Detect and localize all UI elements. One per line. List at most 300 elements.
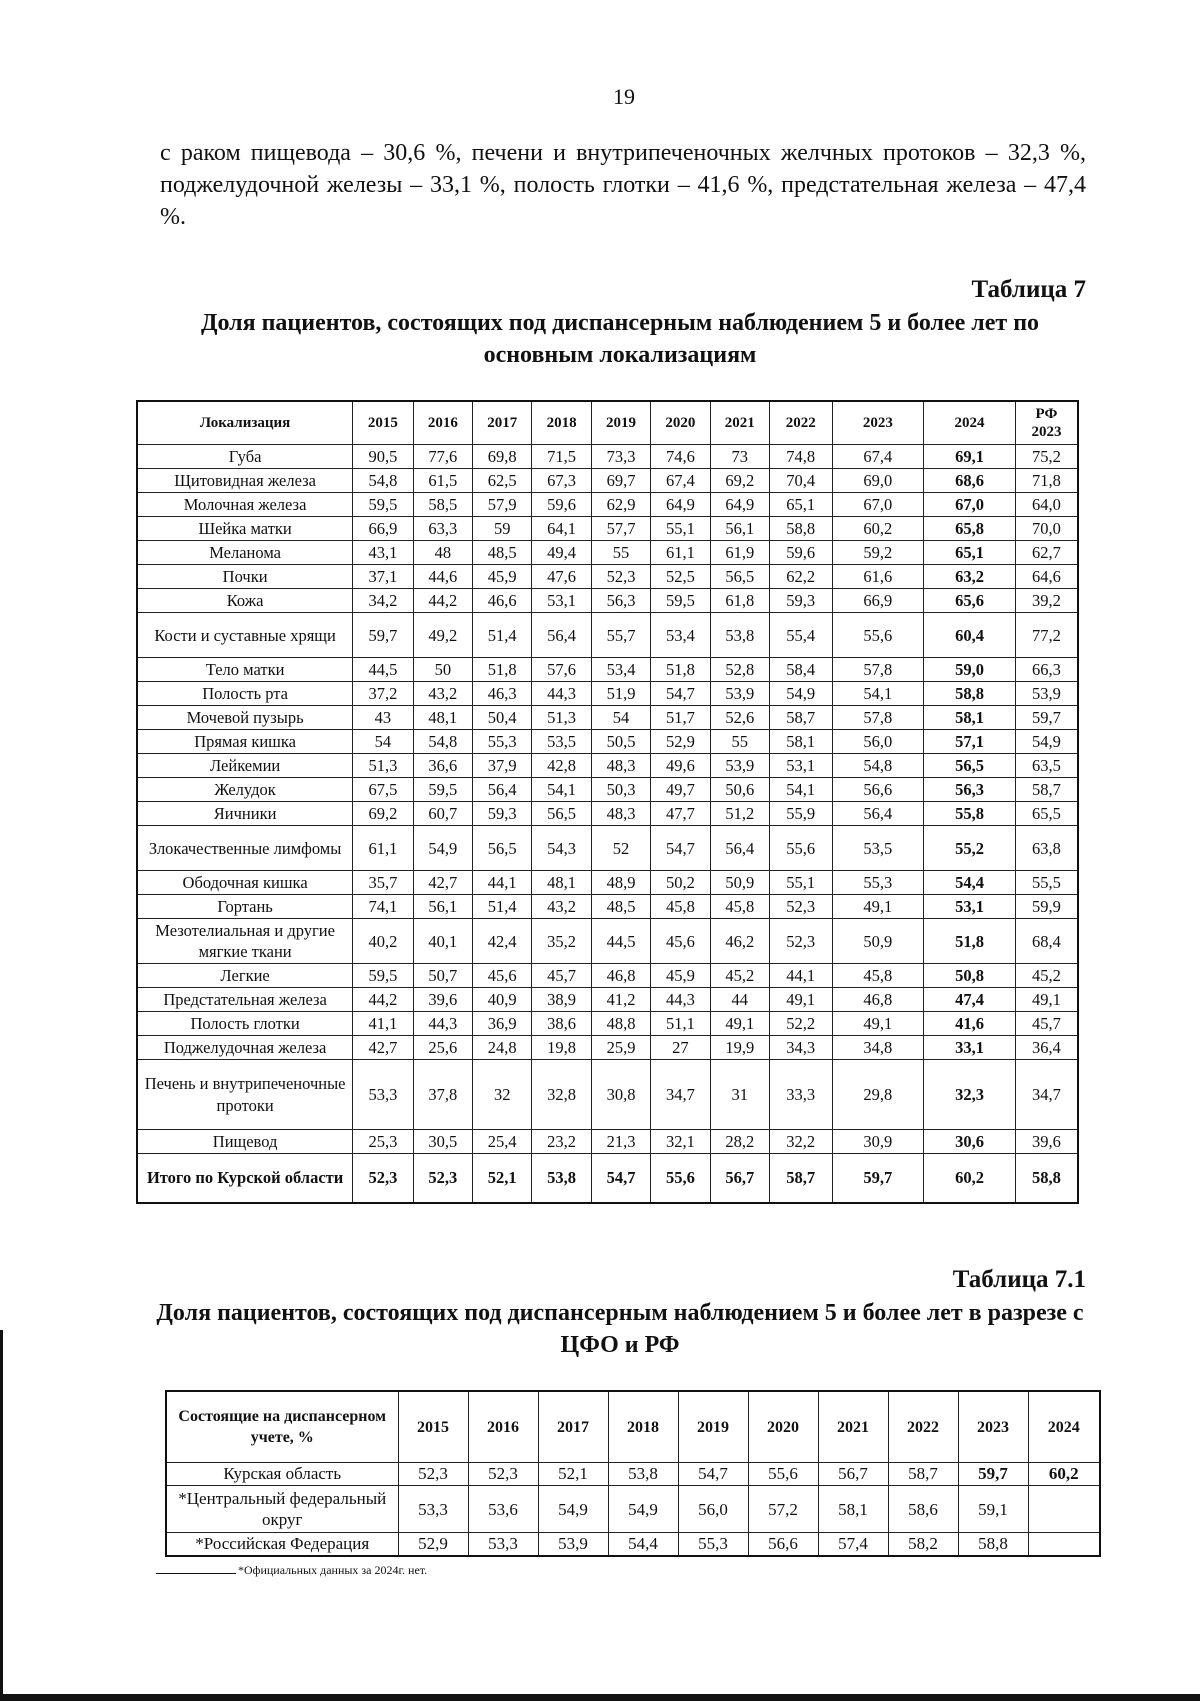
footnote-rule	[156, 1573, 236, 1574]
table7-value-cell: 74,1	[353, 895, 413, 919]
table7-localization-cell: Тело матки	[137, 658, 353, 682]
table7-value-cell: 44,1	[473, 871, 532, 895]
table7-value-cell: 42,7	[413, 871, 472, 895]
table7-localization-cell: Полость рта	[137, 682, 353, 706]
table7-value-cell: 56,4	[832, 802, 924, 826]
table7-value-cell: 54,8	[832, 754, 924, 778]
table7-value-cell: 49,1	[832, 1012, 924, 1036]
table7-row	[137, 445, 1078, 469]
table7-row	[137, 754, 1078, 778]
table7-localization-cell: Шейка матки	[137, 517, 353, 541]
table7-header-year: 2017	[473, 401, 532, 445]
table7-value-cell: 49,6	[651, 754, 710, 778]
table7-total-value: 52,3	[353, 1154, 413, 1204]
table7-header-year: 2022	[769, 401, 832, 445]
table7-row	[137, 469, 1078, 493]
table7-localization-cell: Щитовидная железа	[137, 469, 353, 493]
table7-value-cell: 51,2	[710, 802, 769, 826]
table7-value-cell: 59,3	[473, 802, 532, 826]
table7-value-cell: 44,2	[353, 988, 413, 1012]
table71-value-cell: 52,1	[538, 1463, 608, 1486]
table7-header-year: 2015	[353, 401, 413, 445]
table7-value-cell: 52,5	[651, 565, 710, 589]
table71-title: Доля пациентов, состоящих под диспансерным наблюдением 5 и более лет в разрезе с ЦФО и РФ	[156, 1300, 1084, 1358]
table7-value-cell: 56,4	[473, 778, 532, 802]
table71-value-cell: 53,8	[608, 1463, 678, 1486]
table7-value-cell: 60,7	[413, 802, 472, 826]
table7-value-cell: 51,8	[651, 658, 710, 682]
table7-value-cell: 25,6	[413, 1036, 472, 1060]
table7-value-cell: 70,0	[1015, 517, 1078, 541]
table71-header-row	[166, 1391, 1100, 1463]
table7-value-cell: 55,1	[769, 871, 832, 895]
table7-value-cell: 44,2	[413, 589, 472, 613]
table7-value-cell: 41,6	[924, 1012, 1016, 1036]
table7-value-cell: 64,9	[651, 493, 710, 517]
table7-value-cell: 19,9	[710, 1036, 769, 1060]
table7-header-year: 2016	[413, 401, 472, 445]
table7-value-cell: 51,4	[473, 895, 532, 919]
table7-value-cell: 59,6	[532, 493, 591, 517]
table7-value-cell: 57,1	[924, 730, 1016, 754]
table7-body	[137, 445, 1078, 1204]
table7-value-cell: 38,9	[532, 988, 591, 1012]
table7-value-cell: 28,2	[710, 1130, 769, 1154]
table7-value-cell: 51,8	[924, 919, 1016, 964]
table71-value-cell: 53,3	[398, 1486, 468, 1533]
table7-value-cell: 69,8	[473, 445, 532, 469]
table7-value-cell: 43,2	[413, 682, 472, 706]
table71-value-cell: 56,0	[678, 1486, 748, 1533]
table7-value-cell: 41,2	[591, 988, 650, 1012]
table7-value-cell: 59,6	[769, 541, 832, 565]
table7-value-cell: 65,1	[924, 541, 1016, 565]
table71-header-year: 2021	[818, 1391, 888, 1463]
table7-localization-cell: Ободочная кишка	[137, 871, 353, 895]
table71-value-cell: 54,9	[608, 1486, 678, 1533]
table7-value-cell: 53,4	[651, 613, 710, 658]
table7-value-cell: 71,5	[532, 445, 591, 469]
table7-value-cell: 54,1	[769, 778, 832, 802]
table71-value-cell: 56,7	[818, 1463, 888, 1486]
table71-value-cell: 58,8	[958, 1533, 1028, 1557]
table7-value-cell: 47,4	[924, 988, 1016, 1012]
table7-header-year: 2020	[651, 401, 710, 445]
table7-value-cell: 56,5	[532, 802, 591, 826]
table7-value-cell: 42,4	[473, 919, 532, 964]
table7-value-cell: 27	[651, 1036, 710, 1060]
table7-value-cell: 63,5	[1015, 754, 1078, 778]
scan-edge-bottom	[0, 1694, 1200, 1701]
table7-value-cell: 70,4	[769, 469, 832, 493]
table7-value-cell: 54,1	[832, 682, 924, 706]
table7-value-cell: 66,9	[832, 589, 924, 613]
table7-localization-cell: Гортань	[137, 895, 353, 919]
table7-value-cell: 43,1	[353, 541, 413, 565]
table7-value-cell: 50,5	[591, 730, 650, 754]
table7-value-cell: 25,4	[473, 1130, 532, 1154]
table7-value-cell: 66,9	[353, 517, 413, 541]
table7-value-cell: 55,3	[473, 730, 532, 754]
table7-value-cell: 90,5	[353, 445, 413, 469]
table7-value-cell: 60,2	[832, 517, 924, 541]
table7-value-cell: 64,0	[1015, 493, 1078, 517]
table7-row	[137, 1012, 1078, 1036]
table7-value-cell: 49,1	[769, 988, 832, 1012]
table7-value-cell: 61,5	[413, 469, 472, 493]
table7-value-cell: 54,8	[413, 730, 472, 754]
table71-value-cell: 56,6	[748, 1533, 818, 1557]
table71-value-cell: 53,9	[538, 1533, 608, 1557]
table7-localization-cell: Мезотелиальная и другие мягкие ткани	[137, 919, 353, 964]
table7-row	[137, 730, 1078, 754]
table7-value-cell: 25,3	[353, 1130, 413, 1154]
table7-value-cell: 30,9	[832, 1130, 924, 1154]
table7-value-cell: 44,5	[353, 658, 413, 682]
table7-value-cell: 43,2	[532, 895, 591, 919]
table7-localization-cell: Губа	[137, 445, 353, 469]
table7-header-rf	[1015, 401, 1078, 445]
table7-value-cell: 34,2	[353, 589, 413, 613]
table7-value-cell: 57,8	[832, 658, 924, 682]
table7-value-cell: 52,3	[769, 919, 832, 964]
table7-total-value: 52,1	[473, 1154, 532, 1204]
table7-value-cell: 59	[473, 517, 532, 541]
table71-value-cell: 57,2	[748, 1486, 818, 1533]
table7-row	[137, 517, 1078, 541]
table7-value-cell: 35,2	[532, 919, 591, 964]
table7-value-cell: 36,4	[1015, 1036, 1078, 1060]
table7-value-cell: 30,5	[413, 1130, 472, 1154]
table71-header-year: 2024	[1028, 1391, 1100, 1463]
table71-value-cell: 55,6	[748, 1463, 818, 1486]
table7-localization-cell: Кости и суставные хрящи	[137, 613, 353, 658]
table7-total-value: 58,7	[769, 1154, 832, 1204]
table7-row	[137, 541, 1078, 565]
table7-value-cell: 56,5	[473, 826, 532, 871]
table7-value-cell: 51,1	[651, 1012, 710, 1036]
table7-value-cell: 49,7	[651, 778, 710, 802]
table7-value-cell: 55,4	[769, 613, 832, 658]
table7-value-cell: 45,7	[1015, 1012, 1078, 1036]
table7-value-cell: 56,5	[924, 754, 1016, 778]
table71-header-year: 2019	[678, 1391, 748, 1463]
table7-header-rf-top: РФ	[1035, 406, 1058, 422]
table7-value-cell: 69,2	[353, 802, 413, 826]
table7-value-cell: 21,3	[591, 1130, 650, 1154]
table7-value-cell: 38,6	[532, 1012, 591, 1036]
table7-value-cell: 61,8	[710, 589, 769, 613]
table7-value-cell: 51,3	[532, 706, 591, 730]
table7-value-cell: 67,3	[532, 469, 591, 493]
table7-value-cell: 74,8	[769, 445, 832, 469]
table7-value-cell: 55,1	[651, 517, 710, 541]
table7-value-cell: 32,8	[532, 1060, 591, 1130]
table7-value-cell: 63,3	[413, 517, 472, 541]
table7-total-value: 59,7	[832, 1154, 924, 1204]
table7-value-cell: 53,8	[710, 613, 769, 658]
table7-value-cell: 58,1	[924, 706, 1016, 730]
table71-header-year: 2018	[608, 1391, 678, 1463]
table7-value-cell: 39,6	[413, 988, 472, 1012]
table7-value-cell: 43	[353, 706, 413, 730]
table7-total-row	[137, 1154, 1078, 1204]
table7-value-cell: 40,2	[353, 919, 413, 964]
table7-value-cell: 52,9	[651, 730, 710, 754]
table7-value-cell: 56,4	[532, 613, 591, 658]
table7-header-year: 2019	[591, 401, 650, 445]
table7-row	[137, 589, 1078, 613]
table7-value-cell: 59,7	[1015, 706, 1078, 730]
table7-value-cell: 62,2	[769, 565, 832, 589]
table7-value-cell: 56,3	[924, 778, 1016, 802]
table7-value-cell: 62,5	[473, 469, 532, 493]
table71-value-cell: 52,3	[468, 1463, 538, 1486]
table71-value-cell: 58,6	[888, 1486, 958, 1533]
table71-category-cell: *Центральный федеральный округ	[166, 1486, 398, 1533]
table7-value-cell: 59,7	[353, 613, 413, 658]
table7-value-cell: 25,9	[591, 1036, 650, 1060]
table7-value-cell: 45,6	[651, 919, 710, 964]
table7-value-cell: 47,7	[651, 802, 710, 826]
table7-value-cell: 46,6	[473, 589, 532, 613]
table7-value-cell: 48,1	[532, 871, 591, 895]
table7-localization-cell: Яичники	[137, 802, 353, 826]
table7-value-cell: 44,5	[591, 919, 650, 964]
table7-value-cell: 59,5	[413, 778, 472, 802]
table7-value-cell: 34,3	[769, 1036, 832, 1060]
table7-value-cell: 50,9	[832, 919, 924, 964]
table7-value-cell: 45,9	[473, 565, 532, 589]
table7-value-cell: 49,4	[532, 541, 591, 565]
table7-value-cell: 67,4	[832, 445, 924, 469]
table7-localization-cell: Поджелудочная железа	[137, 1036, 353, 1060]
table7-value-cell: 59,5	[651, 589, 710, 613]
table7-value-cell: 37,1	[353, 565, 413, 589]
table7-value-cell: 19,8	[532, 1036, 591, 1060]
table7-value-cell: 51,4	[473, 613, 532, 658]
table7-value-cell: 34,7	[651, 1060, 710, 1130]
table7-row	[137, 565, 1078, 589]
table7-value-cell: 65,6	[924, 589, 1016, 613]
table7-value-cell: 50,7	[413, 964, 472, 988]
table7-value-cell: 50,8	[924, 964, 1016, 988]
table7-value-cell: 47,6	[532, 565, 591, 589]
table7-value-cell: 65,5	[1015, 802, 1078, 826]
table7-value-cell: 54,3	[532, 826, 591, 871]
table7-value-cell: 35,7	[353, 871, 413, 895]
table7-value-cell: 68,6	[924, 469, 1016, 493]
table7-value-cell: 58,5	[413, 493, 472, 517]
intro-paragraph: с раком пищевода – 30,6 %, печени и внутрипеченочных желчных протоков – 32,3 %, поджелудочной железы – 33,1 %, полость глотки – 41,6 %, предстательная железа – 47,4 %.	[160, 140, 1086, 230]
table7-value-cell: 68,4	[1015, 919, 1078, 964]
table7-value-cell: 58,7	[769, 706, 832, 730]
table71-value-cell: 54,9	[538, 1486, 608, 1533]
table7-value-cell: 30,8	[591, 1060, 650, 1130]
table7-value-cell: 32,2	[769, 1130, 832, 1154]
table7-value-cell: 45,2	[1015, 964, 1078, 988]
table7-value-cell: 56,5	[710, 565, 769, 589]
table7-value-cell: 56,1	[710, 517, 769, 541]
table7-value-cell: 54,9	[1015, 730, 1078, 754]
table7-value-cell: 48,9	[591, 871, 650, 895]
table7-value-cell: 53,4	[591, 658, 650, 682]
table7-value-cell: 48,3	[591, 754, 650, 778]
table7-value-cell: 49,2	[413, 613, 472, 658]
table71-category-cell: *Российская Федерация	[166, 1533, 398, 1557]
table7-value-cell: 67,5	[353, 778, 413, 802]
table7-value-cell: 48,1	[413, 706, 472, 730]
table7-value-cell: 60,4	[924, 613, 1016, 658]
table7-value-cell: 71,8	[1015, 469, 1078, 493]
table7-localization-cell: Кожа	[137, 589, 353, 613]
table71-category-cell: Курская область	[166, 1463, 398, 1486]
table7-value-cell: 55,3	[832, 871, 924, 895]
table7-value-cell: 59,5	[353, 493, 413, 517]
table71-value-cell: 60,2	[1028, 1463, 1100, 1486]
table7-row	[137, 919, 1078, 964]
table7-value-cell: 50	[413, 658, 472, 682]
table7-value-cell: 34,7	[1015, 1060, 1078, 1130]
table7-localization-cell: Легкие	[137, 964, 353, 988]
table7	[136, 400, 1079, 1204]
table7-value-cell: 45,8	[651, 895, 710, 919]
table7-value-cell: 55	[710, 730, 769, 754]
table7-localization-cell: Меланома	[137, 541, 353, 565]
table7-value-cell: 59,9	[1015, 895, 1078, 919]
table7-row	[137, 778, 1078, 802]
table7-value-cell: 54,9	[413, 826, 472, 871]
table7-value-cell: 58,8	[924, 682, 1016, 706]
table7-header-rf-year: 2023	[1031, 424, 1062, 440]
table7-value-cell: 73	[710, 445, 769, 469]
table7-value-cell: 33,1	[924, 1036, 1016, 1060]
table7-value-cell: 54,4	[924, 871, 1016, 895]
page-number: 19	[613, 84, 635, 109]
table7-value-cell: 51,3	[353, 754, 413, 778]
table7-value-cell: 56,6	[832, 778, 924, 802]
table7-value-cell: 41,1	[353, 1012, 413, 1036]
table7-value-cell: 48,8	[591, 1012, 650, 1036]
table7-value-cell: 23,2	[532, 1130, 591, 1154]
table7-value-cell: 57,8	[832, 706, 924, 730]
table7-value-cell: 37,2	[353, 682, 413, 706]
table7-value-cell: 48,3	[591, 802, 650, 826]
table71-row	[166, 1486, 1100, 1533]
table7-total-value: 53,8	[532, 1154, 591, 1204]
table7-value-cell: 24,8	[473, 1036, 532, 1060]
table7-value-cell: 31	[710, 1060, 769, 1130]
table7-value-cell: 45,8	[832, 964, 924, 988]
table7-value-cell: 44,3	[413, 1012, 472, 1036]
table7-value-cell: 55,6	[769, 826, 832, 871]
table7-value-cell: 55,5	[1015, 871, 1078, 895]
table7-value-cell: 51,7	[651, 706, 710, 730]
table7-value-cell: 53,9	[710, 682, 769, 706]
table7-value-cell: 37,9	[473, 754, 532, 778]
table7-value-cell: 46,8	[832, 988, 924, 1012]
table7-value-cell: 56,1	[413, 895, 472, 919]
table7-value-cell: 42,8	[532, 754, 591, 778]
table7-value-cell: 67,0	[924, 493, 1016, 517]
table7-value-cell: 53,5	[832, 826, 924, 871]
scan-edge-left	[0, 1330, 3, 1701]
table7-value-cell: 50,4	[473, 706, 532, 730]
table71-value-cell	[1028, 1533, 1100, 1557]
table7-value-cell: 63,8	[1015, 826, 1078, 871]
table7-localization-cell: Печень и внутрипеченочные протоки	[137, 1060, 353, 1130]
table7-value-cell: 50,9	[710, 871, 769, 895]
table7-value-cell: 55,8	[924, 802, 1016, 826]
table7-row	[137, 1130, 1078, 1154]
table7-localization-cell: Желудок	[137, 778, 353, 802]
table7-localization-cell: Злокачественные лимфомы	[137, 826, 353, 871]
table7-value-cell: 64,6	[1015, 565, 1078, 589]
table7-value-cell: 53,3	[353, 1060, 413, 1130]
table7-value-cell: 53,9	[710, 754, 769, 778]
table7-value-cell: 54	[353, 730, 413, 754]
table7-header-year: 2023	[832, 401, 924, 445]
table7-value-cell: 53,5	[532, 730, 591, 754]
table7-localization-cell: Пищевод	[137, 1130, 353, 1154]
table7-value-cell: 37,8	[413, 1060, 472, 1130]
table7-value-cell: 69,0	[832, 469, 924, 493]
table7-value-cell: 56,0	[832, 730, 924, 754]
table7-value-cell: 52,8	[710, 658, 769, 682]
table7-value-cell: 40,9	[473, 988, 532, 1012]
footnote: *Официальных данных за 2024г. нет.	[238, 1563, 428, 1577]
table7-value-cell: 32,1	[651, 1130, 710, 1154]
table7-value-cell: 58,7	[1015, 778, 1078, 802]
table7-value-cell: 54,8	[353, 469, 413, 493]
table71-header-year: 2020	[748, 1391, 818, 1463]
table7-value-cell: 62,9	[591, 493, 650, 517]
table71-header-year: 2016	[468, 1391, 538, 1463]
table7-value-cell: 55,2	[924, 826, 1016, 871]
table7-value-cell: 32,3	[924, 1060, 1016, 1130]
table7-localization-cell: Мочевой пузырь	[137, 706, 353, 730]
table7-value-cell: 45,8	[710, 895, 769, 919]
table71-value-cell: 54,4	[608, 1533, 678, 1557]
table7-value-cell: 49,1	[1015, 988, 1078, 1012]
table7-value-cell: 29,8	[832, 1060, 924, 1130]
table71-value-cell: 59,7	[958, 1463, 1028, 1486]
table7-value-cell: 59,0	[924, 658, 1016, 682]
table7-value-cell: 44,3	[532, 682, 591, 706]
table7-value-cell: 52,3	[769, 895, 832, 919]
table7-header-year: 2018	[532, 401, 591, 445]
table7-value-cell: 57,7	[591, 517, 650, 541]
table7-value-cell: 53,1	[769, 754, 832, 778]
table71-value-cell	[1028, 1486, 1100, 1533]
table7-value-cell: 45,7	[532, 964, 591, 988]
table7-value-cell: 64,9	[710, 493, 769, 517]
table71	[165, 1390, 1101, 1557]
table71-row	[166, 1463, 1100, 1486]
table7-value-cell: 65,1	[769, 493, 832, 517]
table71-value-cell: 52,9	[398, 1533, 468, 1557]
table7-value-cell: 74,6	[651, 445, 710, 469]
table7-value-cell: 57,6	[532, 658, 591, 682]
table7-value-cell: 55,9	[769, 802, 832, 826]
table7-row	[137, 1060, 1078, 1130]
table7-value-cell: 55	[591, 541, 650, 565]
table71-value-cell: 57,4	[818, 1533, 888, 1557]
table7-value-cell: 67,0	[832, 493, 924, 517]
table7-value-cell: 53,1	[924, 895, 1016, 919]
table7-row	[137, 988, 1078, 1012]
table71-value-cell: 58,7	[888, 1463, 958, 1486]
